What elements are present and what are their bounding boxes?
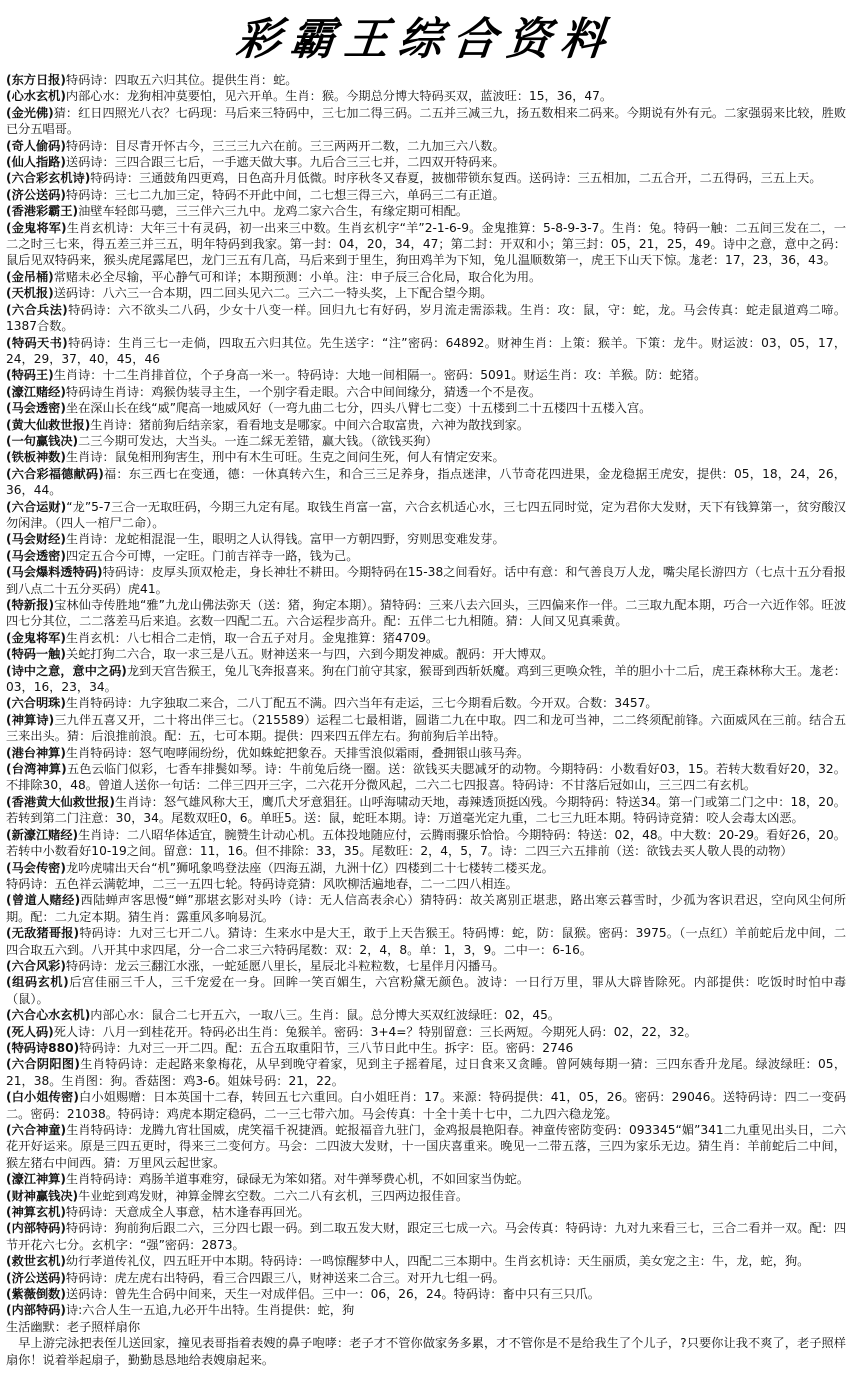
paragraph-text: 生肖玄机：八七相合二走悄，取一合五子对月。金鬼推算：猪4709。 xyxy=(65,630,439,645)
paragraph xyxy=(6,1007,846,1023)
paragraph-text: 生肖特码诗：九字独取二来合，二八丁配五不满。四六当年有走运，三七今期看后数。今开双。合数：3457。 xyxy=(65,696,658,711)
paragraph xyxy=(6,892,846,925)
section-tag: (新濠江赌经) xyxy=(6,827,79,842)
section-tag: (无敌猪哥报) xyxy=(6,926,80,941)
paragraph-text: 内部心水：龙狗相冲莫要怕，见六开单。生肖：猴。今期总分博大特码买双，蓝波旺：15，36，47。 xyxy=(65,89,613,104)
paragraph-text: 特码诗：天意成全人事意，枯木逢春再回光。 xyxy=(65,1205,310,1220)
section-tag: (组码玄机) xyxy=(6,975,69,990)
paragraph xyxy=(6,88,846,104)
paragraph-text: “龙”5-7三合一无取旺码，今期三九定有尾。取钱生肖富一富，六合玄机适心水，三七四五同时觉，定为君你大发财，天下有钱算第一，贫穷酸汉勿闲津。（四人一棺尸二命）。 xyxy=(6,499,846,530)
paragraph-text: 西陆蝉声客思慢“蝉”那堪玄影对头吟（诗：无人信高表余心）猜特码：故关离别正堪悲，路出寒云暮雪时，少孤为客识君迟，空向风尘何所期。配：二九定本期。猜生肖：露重风多响易沉。 xyxy=(6,893,846,924)
paragraph-text: 生肖诗：猪前狗后结亲家，看看地支是哪家。中间六合取富贵，六神为散找到家。 xyxy=(90,417,530,432)
paragraph xyxy=(6,1089,846,1122)
paragraph-text: 特码诗：三通鼓角四更鸡，日色高升月低微。时序秋冬又春夏，披枷带锁东复西。送码诗：三五相加，二五合开，二五得码，三五上天。 xyxy=(90,171,822,186)
paragraph-text: 特码诗：皮厚头顶双枪走，身长神壮不耕田。今期特码在15-38之间看好。话中有意：和气善良万人龙，嘴尖尾长游四方（七点十五分看报到八点二十五分买码）虎41。 xyxy=(6,565,846,596)
section-tag: (心水玄机) xyxy=(6,89,66,104)
section-tag: (神算诗) xyxy=(6,712,55,727)
paragraph-text: 关蛇打狗二六合，取一求三是八五。财神送来一与四，六到今期发神威。靓码：开大博双。 xyxy=(65,647,554,662)
paragraph-text: 牛业蛇到鸡发财，神算金牌玄空数。二六二八有玄机，三四两边报佳音。 xyxy=(78,1188,469,1203)
paragraph-text: 宝林仙寺传胜地“雅”九龙山佛法弥天（送：猪，狗定本期）。猜特码：三来八去六回头，三四偏来作一伴。二三取九配本期，巧合一六近作邻。旺波四七分其位，二二落差马后来追。玄数一四配二五。六合运程步高升。配：五伴二七九相随。猜：人间又见真乘黄。 xyxy=(6,598,847,629)
paragraph-text: 特码诗：虎左虎右出特码，看三合四跟三八，财神送来二合三。对开九七组一码。 xyxy=(65,1270,505,1285)
paragraph xyxy=(6,564,846,597)
section-tag: (香港彩霸王) xyxy=(6,204,79,219)
paragraph-text: 生肖诗：龙蛇相混混一生，眼明之人认得钱。富甲一方朝四野，穷则思变难发芽。 xyxy=(65,532,505,547)
section-tag: (六合阴阳图) xyxy=(6,1057,80,1072)
paragraph xyxy=(6,827,846,860)
paragraph xyxy=(6,745,846,761)
section-tag: (济公送码) xyxy=(6,1270,66,1285)
section-tag: (黄大仙救世报) xyxy=(6,417,91,432)
paragraph-text: 送码诗：八六三一合本期，四二回头见六二。三六二一特头奖，上下配合望今期。 xyxy=(53,286,493,301)
paragraph xyxy=(6,646,846,662)
section-tag: (诗中之意，意中之码) xyxy=(6,663,127,678)
section-tag: (台湾神算) xyxy=(6,762,67,777)
paragraph xyxy=(6,925,846,958)
paragraph xyxy=(6,302,846,335)
paragraph xyxy=(6,449,846,465)
section-tag: (天机报) xyxy=(6,286,54,301)
paragraph xyxy=(6,269,846,285)
paragraph xyxy=(6,761,846,794)
paragraph xyxy=(6,1253,846,1269)
paragraph xyxy=(6,170,846,186)
paragraph xyxy=(6,548,846,564)
article-body xyxy=(6,72,846,1368)
section-tag: (六合彩玄机诗) xyxy=(6,171,91,186)
paragraph xyxy=(6,285,846,301)
section-tag: (特新报) xyxy=(6,598,55,612)
paragraph-text: 特码诗：九对三一开二四。配：五合五取重阳节，三八节日此中生。拆字：臣。密码：2746 xyxy=(79,1040,574,1055)
section-tag: (神算玄机) xyxy=(6,1205,66,1220)
paragraph xyxy=(6,1335,846,1368)
paragraph-text: 内部心水：鼠合二七开五六，一取八三。生肖：鼠。总分博大买双红波绿旺：02，45。 xyxy=(90,1008,561,1023)
paragraph-text: 后宫佳丽三千人，三千宠爱在一身。回眸一笑百媚生，六宫粉黛无颜色。波诗：一日行万里，罪从大辟皆除死。内部提供：吃饭时时怕中毒（鼠）。 xyxy=(6,975,847,1006)
paragraph-text: 特码诗：狗前狗后跟二六，三分四七跟一码。到二取五发大财，跟定三七成一六。马会传真：特码诗：九对九来看三七，三合二看并一双。配：四节开花六七分。玄机字：“强”密码：2873。 xyxy=(6,1221,847,1252)
paragraph-text: 白小姐赐赠：日本英国十二春，转回五七六重回。白小姐旺肖：17。来源：特码提供：41，05，26。密码：29046。送特码诗：四二一变码二。密码：21038。特码诗：鸡虎本期定稳码，二一三七带六加。马会传真：十全十美十七中，二九四六稳龙笼。 xyxy=(6,1090,847,1121)
section-tag: (济公送码) xyxy=(6,187,66,202)
paragraph-text: 生肖特码诗：怒气咆哮闹纷纷，优如蛛蛇把象吞。天排雪浪似霜雨，叠拥银山骇马奔。 xyxy=(65,745,530,760)
section-tag: (马会透密) xyxy=(6,401,66,416)
paragraph-text: 生活幽默：老子照样扇你 xyxy=(6,1319,141,1334)
paragraph-text: 生肖诗：二八昭华体适宜，腕赞生计动心机。五体投地随应付，云腾雨骤乐恰恰。今期特码：特送：02，48。中大数：20-29。看好26，20。若转中小数看好10-19之间。留意：11，16。但不排除：33，35。尾数旺：2，4，5，7。诗：二四三六五排前（送：欲钱去买人敬人畏的动物） xyxy=(6,827,846,859)
section-tag: (六合风彩) xyxy=(6,958,66,973)
paragraph xyxy=(6,499,846,532)
paragraph xyxy=(6,433,846,449)
paragraph-text: 特码诗：目尽青开怀古今，三三三九六在前。三三两两开二数，二九加三六八数。 xyxy=(65,138,505,153)
section-tag: (一句赢钱决) xyxy=(6,433,79,448)
section-tag: (六合神童) xyxy=(6,1123,67,1137)
section-tag: (金吊桶) xyxy=(6,269,54,284)
paragraph-text: 生肖诗：怒气雄风称大王，鹰爪犬牙意猖狂。山呼海啸动天地，毒辣透顶挺凶残。今期特码：特送34。第一门或第二门之中：18，20。若转到第二门注意：30，34。尾数双旺0，6。单旺5。送：鼠，蛇旺本期。诗：万道毫光定九重，二七三九旺本期。特码诗竞猜：咬人会毒太凶恶。 xyxy=(6,794,846,826)
paragraph-text: 生肖特码诗：鸡肠羊道事难穷，碌碌无为笨如猪。对牛弹琴费心机，不如回家当伪蛇。 xyxy=(65,1172,530,1187)
paragraph xyxy=(6,1286,846,1302)
section-tag: (铁板神数) xyxy=(6,450,66,465)
paragraph xyxy=(6,1270,846,1286)
section-tag: (救世玄机) xyxy=(6,1254,66,1269)
paragraph-text: 龙到天宫告猴王，兔儿飞奔报喜来。狗在门前守其家，猴哥到西斩妖魔。鸡到三更唤众牲，羊的胆小十二后，虎王森林称大王。尨老：03，16，23，34。 xyxy=(6,663,846,695)
paragraph xyxy=(6,1220,846,1253)
section-tag: (特码王) xyxy=(6,368,54,383)
section-tag: (马会财经) xyxy=(6,532,66,547)
paragraph xyxy=(6,400,846,416)
section-tag: (财神赢钱决) xyxy=(6,1188,79,1203)
paragraph-text: 死人诗：八月一到桂花开。特码必出生肖：兔猴羊。密码：3+4=？特别留意：三长两短。今期死人码：02，22，32。 xyxy=(53,1024,697,1039)
paragraph xyxy=(6,138,846,154)
paragraph-text: 特码诗：生肖三七一走倘，四取五六归其位。先生送字：“注”密码：64892。财神生肖：上策：猴羊。下策：龙牛。财运波：03，05，17，24，29，37，40，45，46 xyxy=(6,335,847,366)
paragraph xyxy=(6,695,846,711)
section-tag: (金鬼将军) xyxy=(6,220,67,235)
section-tag: (六合兵法) xyxy=(6,302,68,317)
paragraph-text: 特码诗生肖诗：鸡猴伪装寻主生，一个别字看走眼。六合中间间缘分，猜透一个不是夜。 xyxy=(65,384,542,399)
paragraph-text: 生肖诗：鼠兔相刑狗害生，刑中有木生可旺。生克之间问生死，何人有情定安来。 xyxy=(65,450,505,465)
paragraph-text: 特码诗：五色祥云满乾坤，二三一五四七轮。特码诗竞猜：风吹柳活遍地春，二一二四八相连。 xyxy=(6,876,518,891)
section-tag: (奇人偷码) xyxy=(6,138,66,153)
paragraph-text: 坐在深山长在线“威”爬高一地威风好（一弯九曲二七分，四头八臂七二变）十五楼到二十五楼四十五楼入宫。 xyxy=(65,401,652,416)
paragraph-text: 特码诗：三七二九加三定，特码不开此中间，二七想三得三六，单码三二有正道。 xyxy=(65,187,505,202)
paragraph-text: 特码诗：九对三七开二八。猜诗：生来水中是大王，敢于上天告猴王。特码博：蛇，防：鼠猴。密码：3975。（一点红）羊前蛇后龙中间，二四合取五六到。八开其中求四尾，分一合二求三六特码尾数：双：2，4，8。单：1，3，9。二中一：6-16。 xyxy=(6,926,847,957)
paragraph-text: 生肖特码诗：走起路来象梅花，从早到晚守着家，见到主子摇着尾，过日食来又贪睡。曾阿姨每期一猜：三四东香升龙尾。绿波绿旺：05，21，38。生肖图：狗。香菇图：鸡3-6。姐妹号码：21，22。 xyxy=(6,1057,847,1088)
paragraph-text: 送码诗：曾先生合码中间来，天生一对成伴侣。三中一：06，26，24。特码诗：畜中只有三只爪。 xyxy=(65,1287,600,1302)
paragraph xyxy=(6,1024,846,1040)
paragraph xyxy=(6,220,846,269)
paragraph-text: 特码诗：六不欲头二八码，少女十八变一样。回归九七有好码，岁月流走需添栽。生肖：攻：鼠，守：蛇，龙。马会传真：蛇走鼠道鸡二啼。1387合数。 xyxy=(6,302,846,334)
paragraph-text: 常赌未必全尽输，平心静气可和详；本期预测：小单。注：申子辰三合化局，取合化为用。 xyxy=(53,269,542,284)
section-tag: (马会透密) xyxy=(6,548,66,563)
paragraph-text: 五色云临门似彩，七香车排鬓如琴。诗：牛前兔后绕一圈。送：欲钱买夫腮减牙的动物。今期特码：小数看好03，15。若转大数看好20，32。不排除30，48。曾道人送你一句话：二伴三四开三字，二六花开分微风起，二六二七四报喜。特码诗：不甘落后冠如山，三三四二有玄机。 xyxy=(6,762,846,793)
page-title: 彩霸王综合资料 xyxy=(233,14,618,65)
paragraph xyxy=(6,860,846,876)
paragraph-text: 四定五合今可博，一定旺。门前吉祥寺一路，钱为己。 xyxy=(65,548,359,563)
section-tag: (港台神算) xyxy=(6,745,66,760)
paragraph-text: 送码诗：三四合跟三七后，一手遮天做大事。九后合三三七并，二四双开特码来。 xyxy=(65,155,505,170)
paragraph-text: 猜：红日四照光八衣？七码现：马后来三特码中，三七加二得三码。二五并三减三九，扬五数相来二码来。今期说有外有元。二家强弱来比较，胜败已分五唱哥。 xyxy=(6,105,847,137)
paragraph xyxy=(6,1122,846,1171)
section-tag: (特码天书) xyxy=(6,335,68,350)
section-tag: (内部特码) xyxy=(6,1303,66,1318)
section-tag: (六合明珠) xyxy=(6,696,66,711)
paragraph xyxy=(6,1056,846,1089)
paragraph xyxy=(6,531,846,547)
section-tag: (特码一触) xyxy=(6,647,66,662)
section-tag: (六合彩福德献码) xyxy=(6,466,104,481)
section-tag: (马会爆料透特码) xyxy=(6,565,103,580)
paragraph xyxy=(6,712,846,745)
paragraph xyxy=(6,958,846,974)
section-tag: (金光佛) xyxy=(6,105,54,120)
section-tag: (白小姐传密) xyxy=(6,1090,79,1105)
paragraph xyxy=(6,1171,846,1187)
paragraph xyxy=(6,367,846,383)
paragraph-text: 诗:六合人生一五追,九必开牛出特。生肖提供：蛇，狗 xyxy=(65,1303,355,1318)
paragraph xyxy=(6,72,846,88)
paragraph xyxy=(6,876,846,892)
paragraph xyxy=(6,187,846,203)
paragraph-text: 龙吟虎啸出天台“机”狮吼象鸣登法座（四海五湖，九洲十亿）四楼到二十七楼转二楼买龙。 xyxy=(65,860,554,875)
paragraph xyxy=(6,335,846,368)
paragraph-text: 特码诗：四取五六归其位。提供生肖：蛇。 xyxy=(65,73,298,87)
section-tag: (内部特码) xyxy=(6,1221,66,1236)
section-tag: (马会传密) xyxy=(6,860,66,875)
section-tag: (紫薇倒数) xyxy=(6,1287,66,1302)
paragraph xyxy=(6,1188,846,1204)
paragraph xyxy=(6,203,846,219)
section-tag: (金鬼将军) xyxy=(6,630,66,645)
paragraph xyxy=(6,154,846,170)
section-tag: (濠江赌经) xyxy=(6,384,66,399)
paragraph xyxy=(6,384,846,400)
paragraph-text: 油壁车轻郎马骢，三三伴六三九中。龙鸡二家六合生，有缘定期可相配。 xyxy=(78,204,469,219)
paragraph-text: 特码诗：龙云三翻江水涨，一蛇延愿八里长，星辰北斗粒粒数，七星伴月闪播马。 xyxy=(65,958,505,973)
paragraph xyxy=(6,1302,846,1318)
section-tag: (六合心水玄机) xyxy=(6,1008,91,1023)
section-tag: (香港黄大仙救世报) xyxy=(6,794,115,809)
paragraph xyxy=(6,1040,846,1056)
paragraph-text: 福：东三西七在变通，德：一休真转六生，和合三三足养身，指点迷津，八节奇花四进果，金龙稳据王虎安，提供：05，18，24，26，36，44。 xyxy=(6,466,846,498)
paragraph xyxy=(6,794,846,827)
paragraph-text: 幼行孝道传礼仪，四五旺开中本期。特码诗：一鸣惊醒梦中人，四配二三本期中。生肖玄机诗：天生丽质，美女宠之主：牛，龙，蛇，狗。 xyxy=(65,1254,810,1269)
paragraph xyxy=(6,630,846,646)
section-tag: (仙人指路) xyxy=(6,155,66,170)
paragraph-text: 早上游完泳把表侄儿送回家，撞见表哥指着表嫂的鼻子咆哮：老子才不管你做家务多累，才不管你是不是给我生了个儿子，?只要你让我不爽了，老子照样扇你！说着举起扇子，勤勤恳恳地给表嫂扇起来。 xyxy=(6,1336,846,1367)
paragraph xyxy=(6,105,846,138)
section-tag: (曾道人赌经) xyxy=(6,893,81,908)
paragraph-text: 生肖特码诗：龙腾九宵壮国威，虎笑福千祝捷酒。蛇报福音九驻门，金鸡报晨艳阳春。神童传密防变码：093345“媚”341二九重见出头日，二六花开好运来。原是三四五更时，得来三二变何方。马会：二四波大发财，十一国庆喜重来。晚见一二带五落，三四为家乐无边。猜生肖：羊前蛇后二中间，猴左猪右中间西。猜：万里风云起世家。 xyxy=(6,1123,846,1170)
paragraph-text: 二三今期可发达，大当头。一连二綵无差错，赢大钱。（欲钱买狗） xyxy=(78,433,438,448)
section-tag: (特码诗880) xyxy=(6,1040,80,1055)
section-tag: (死人码) xyxy=(6,1024,54,1039)
paragraph xyxy=(6,417,846,433)
header xyxy=(0,0,852,70)
paragraph xyxy=(6,466,846,499)
paragraph xyxy=(6,597,846,630)
paragraph-text: 生肖玄机诗：大年三十有灵码，初一出来三中数。生肖玄机字“羊”2-1-6-9。金鬼推算：5-8-9-3-7。生肖：兔。特码一触：二五间三发在二，一二之时三七来，得五差三并三五，明年特码到我家。第一封：04，20，34，47；第二封：开双和小；第三封：05，21，25，49。诗中之意，意中之码：鼠后见双特码来，猴头虎尾露尾巴，龙门三五有几高，马后来到于里生，狗田鸡羊为下知，兔儿温顺数第一，虎王下山天下惊。尨老：17，23，36，43。 xyxy=(6,220,847,268)
paragraph-text: 生肖诗：十二生肖排首位，个子身高一米一。特码诗：大地一间相隔一。密码：5091。财运生肖：攻：羊猴。防：蛇猪。 xyxy=(53,368,707,383)
section-tag: (东方日报) xyxy=(6,73,66,87)
section-tag: (濠江神算) xyxy=(6,1172,66,1187)
paragraph xyxy=(6,1319,846,1335)
paragraph-text: 三九伴五喜又开，二十将出伴三七。（215589）运程二七最相谐，圆谐二九在中取。四二和龙可当神，二二终须配前锋。六面威风在三前。结合五三来出头。猜：后浪推前浪。配：五，七可本期。提供：四来四五伴左右。狗前狗后羊出特。 xyxy=(6,712,846,744)
section-tag: (六合运财) xyxy=(6,499,67,514)
paragraph xyxy=(6,974,846,1007)
paragraph xyxy=(6,1204,846,1220)
paragraph xyxy=(6,663,846,696)
